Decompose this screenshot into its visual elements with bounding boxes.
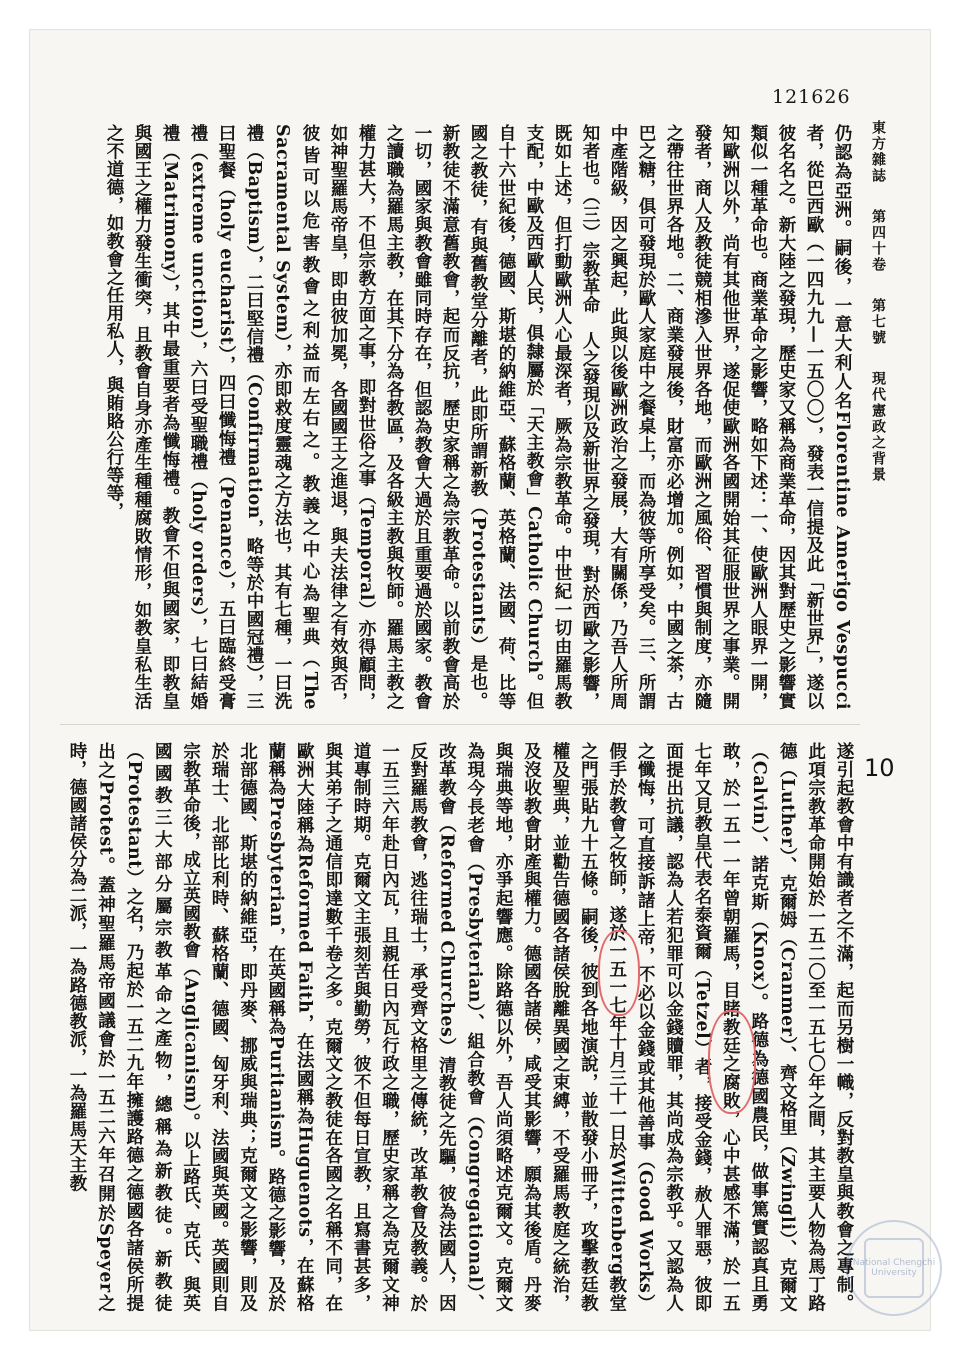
running-header bbox=[862, 120, 888, 740]
library-seal-icon bbox=[846, 1220, 942, 1316]
volume-label: 第四十卷 bbox=[870, 208, 886, 273]
page-number: 10 bbox=[864, 754, 895, 782]
upper-text-block: 仍認為亞洲。嗣後，一意大利人名Florentine Amerigo Vespucci者，從巴西歐（一四九九—一五〇〇），發表一信提及此「新世界」，遂以彼名名之。新大陸之發現，歷史家又稱為商業革命，因其對歷史之影響實類似一種革命也。商業革命之影響，略如下述：一、使歐洲人眼界一開，知歐洲以外，尚有其他世界，遂促使歐洲各國開始其征服世界之事業。開發者，商人及教徒競相滲入世界各地，而歐洲之風俗、習慣與制度，亦隨之帶往世界各地。二、商業發展後，財富亦必增加。例如，中國之茶，古巴之糖，俱可發現於歐人家庭中之餐桌上，而為彼等所享受矣。三、所謂中產階級，因之興起，此與以後歐洲政治之發展，大有關係，乃吾人所周知者也。（三）宗教革命 人之發現以及新世界之發現，對於西歐之影響，既如上述，但打動歐洲人心最深者，厥為宗教革命。中世紀一切由羅馬教支配，中歐及西歐人民，俱隸屬於「天主教會」Catholic Church。但自十六世紀後，德國、斯堪的納維亞、蘇格蘭、英格蘭、法國、荷、比等國之教徒，有與舊教堂分離者，此即所謂新教（Protestants）是也。新教徒不滿意舊教會，起而反抗，歷史家稱之為宗教革命。以前教會高於一切，國家與教會雖同時存在，但認為教會大過於且重要過於國家。教會之讀職為羅馬主教，在其下分為各教區，及各級主教與牧師。羅馬主教之權力甚大，不但宗教方面之事，即對世俗之事（Temporal）亦得顧問，如神聖羅馬帝皇，即由彼加冕，各國國王之進退，與夫法律之有效與否，彼皆可以危害教會之利益而左右之。教義之中心為聖典（The Sacramental System），亦即救度靈魂之方法也，其有七種，一曰洗禮（Baptism），二曰堅信禮（Confirmation，略等於中國冠禮），三曰聖餐（holy eucharist），四曰懺悔禮（Penance），五曰臨終受膏禮（extreme unction），六曰受聖職禮（holy orders），七曰結婚禮（Matrimony），其中最重要者為懺悔禮。教會不但與國家，即教皇與國王之權力發生衝突，且教會自身亦產生種種腐敗情形，如教皇私生活之不道德，如教會之任用私人，與賄賂公行等等， bbox=[104, 124, 852, 710]
handwritten-circle-mark bbox=[598, 930, 640, 1016]
journal-title: 東方雜誌 bbox=[870, 120, 886, 184]
article-title: 現代憲政之背景 bbox=[870, 370, 886, 483]
section-divider bbox=[60, 724, 860, 725]
page-stamp-number: 121626 bbox=[772, 86, 851, 108]
handwritten-circle-mark bbox=[708, 1010, 756, 1114]
seal-text: National Chengchi University bbox=[852, 1258, 936, 1278]
lower-text-block: 遂引起教會中有識者之不滿，起而另樹一幟，反對教皇與教會之專制。此項宗教革命開始於一五二〇至一五七〇年之間，其主要人物為馬丁路德（Luther）、克爾姆（Cranmer）、齊文格里（Zwingli）、克爾文（Calvin）、諾克斯（Knox）。路德為德國農民，做事篤實認真且勇敢，於一五一一年曾朝羅馬，目睹教廷之腐敗，心中甚感不滿，於一五七年又見教皇代表名泰資爾（Tetzel）者，接受金錢，赦人罪惡，彼即面提出抗議，認為人若犯罪可以金錢贖罪，其尚成為宗教乎。又認為人之懺悔，可直接訴諸上帝，不必以金錢或其他善事（Good Works）假手於教會之牧師，遂於一五一七年十月三十一日於Wittenberg教堂之門張貼九十五條。嗣後，彼到各地演說，並散發小冊子，攻擊教廷教權及聖典，並勸告德國各諸侯脫離異國之束縛，不受羅馬教庭之統治，及沒收教會財產與權力。德國各諸侯，咸受其影響，願為其後盾。丹麥與瑞典等地，亦爭起響應。除路德以外，吾人尚須略述克爾文。克爾文為現今長老會（Presbyterian）、組合教會（Congregational）、改革教會（Reformed Churches）清教徒之先驅，彼為法國人，因反對羅馬教會，逃往瑞士，承受齊文格里之傳統，改革教會及教義。於一五三六年赴日內瓦，且親任日內瓦行政之職，歷史家稱之為克爾文神道專制時期。克爾文主張刻苦與勤勞，彼不但每日宣教，且寫書甚多，與其弟子之通信即達數千卷之多。克爾文之教徒在各國之名稱不同，在歐洲大陸稱為Reformed Faith，在法國稱為Huguenots，在蘇格蘭稱為Presbyterian，在英國稱為Puritanism。路德之影響，及於北部德國、斯堪的納維亞，即丹麥、挪威與瑞典；克爾文之影響，則及於瑞士、北部比利時、蘇格蘭、德國、匈牙利、法國與英國。英國則自宗教革命後，成立英國教會（Anglicanism）。以上路氏、克氏、與英國國教三大部分屬宗教革命之產物，總稱為新教徒。新教徒（Protestant）之名，乃起於一五二九年擁護路德之德國各諸侯所提出之Protest。蓋神聖羅馬帝國議會於一五二六年召開於Speyer之時，德國諸侯分為二派，一為路德教派，一為羅馬天主教 bbox=[67, 742, 854, 1312]
issue-label: 第七號 bbox=[870, 297, 886, 346]
